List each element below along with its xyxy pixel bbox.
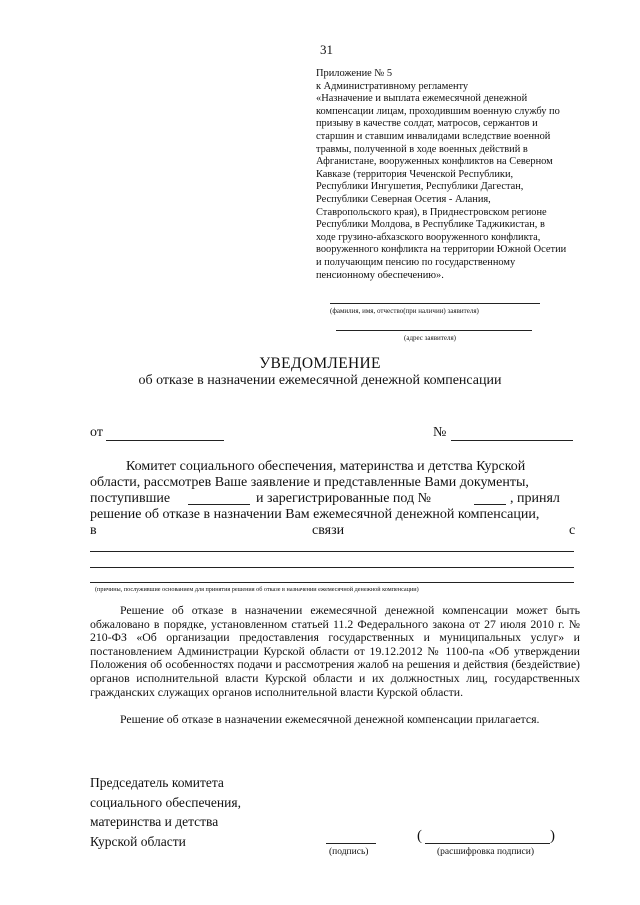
registration-number-line xyxy=(474,504,506,505)
signatory-line: Курской области xyxy=(90,833,186,849)
reason-line-2 xyxy=(90,567,574,568)
attached-paragraph: Решение об отказе в назначении ежемесячной денежной компенсации прилагается. xyxy=(120,712,540,726)
page-number: 31 xyxy=(320,42,333,57)
number-field-line xyxy=(451,440,573,441)
appendix-line: «Назначение и выплата ежемесячной денежной xyxy=(316,93,528,105)
applicant-name-caption: (фамилия, имя, отчество(при наличии) заявителя) xyxy=(330,307,479,315)
body-line-5-connection: связи xyxy=(312,523,345,538)
appendix-line: ходе грузино-абхазского вооруженного конфликта, xyxy=(316,231,541,243)
appendix-line: и получающим пенсию по государственному xyxy=(316,256,516,268)
from-label: от xyxy=(90,425,103,440)
appendix-line: компенсации лицам, проходившим военную службу по xyxy=(316,105,560,117)
number-label: № xyxy=(433,425,447,440)
document-subtitle: об отказе в назначении ежемесячной денежной компенсации xyxy=(138,373,502,388)
body-line-3-registered: и зарегистрированные под № xyxy=(256,491,431,506)
open-paren: ( xyxy=(417,828,422,844)
appendix-line: вооруженного конфликта на территории Южной Осетии xyxy=(316,244,567,256)
applicant-address-line xyxy=(336,330,532,331)
body-line-2: области, рассмотрев Ваше заявление и представленные Вами документы, xyxy=(90,475,529,490)
signatory-line: материнства и детства xyxy=(90,814,219,829)
body-line-1: Комитет социального обеспечения, материнства и детства Курской xyxy=(126,459,526,474)
appendix-line: Республики Ингушетия, Республики Дагестан, xyxy=(316,181,524,193)
signature-caption: (подпись) xyxy=(329,847,369,857)
body-line-3-decided: , принял xyxy=(510,491,560,506)
signatory-line: Председатель комитета xyxy=(90,775,224,790)
close-paren: ) xyxy=(550,828,555,844)
appendix-line: Республики Молдова, в Республике Таджикистан, в xyxy=(316,219,545,231)
appendix-line: призыву в качестве солдат, матросов, сержантов и xyxy=(316,118,538,130)
date-field-line xyxy=(106,440,224,441)
document-title: УВЕДОМЛЕНИЕ xyxy=(259,355,381,372)
reason-line-1 xyxy=(90,551,574,552)
signature-line xyxy=(326,843,376,844)
body-line-3 xyxy=(90,491,580,507)
body-line-5 xyxy=(90,523,580,539)
signatory-block xyxy=(90,773,241,851)
body-line-4: решение об отказе в назначении Вам ежемесячной денежной компенсации, xyxy=(90,507,540,522)
applicant-name-line xyxy=(330,303,540,304)
reasons-caption: (причины, послужившие основанием для принятия решения об отказе в назначении ежемесячной денежной компенсации) xyxy=(95,586,419,593)
signatory-line: социального обеспечения, xyxy=(90,794,241,810)
appendix-block xyxy=(316,68,606,282)
appendix-line: старшин и ставшим инвалидами вследствие военной xyxy=(316,130,551,142)
appendix-line: к Административному регламенту xyxy=(316,80,469,92)
body-line-3-received: поступившие xyxy=(90,491,171,506)
appendix-line: Ставропольского края), в Приднестровском регионе xyxy=(316,206,547,218)
appendix-line: травмы, полученной в ходе военных действий в xyxy=(316,143,528,155)
appendix-line: Кавказе (территория Чеченской Республики, xyxy=(316,168,514,180)
appendix-line: Приложение № 5 xyxy=(316,68,393,79)
body-line-5-with: с xyxy=(569,523,576,538)
decode-caption: (расшифровка подписи) xyxy=(437,847,534,857)
received-date-line xyxy=(188,504,250,505)
appendix-line: пенсионному обеспечению». xyxy=(316,269,444,281)
body-line-5-in: в xyxy=(90,523,97,538)
appeal-paragraph: Решение об отказе в назначении ежемесячной денежной компенсации может быть обжаловано в порядке, установленном статьей 11.2 Федерального закона от 27 июля 2010 г. № 210-ФЗ «Об организации предоставления государственных и муниципальных услуг» и постановлением Администрации Курской области от 19.12.2012 № 1100-па «Об утверждении Положения об особенностях подачи и рассмотрения жалоб на решения и действия (бездействие) органов исполнительной власти Курской области и их должностных лиц, государственных гражданских служащих органов исполнительной власти Курской области. xyxy=(90,603,580,699)
signature-decode-line xyxy=(425,843,550,844)
appendix-line: Республики Северная Осетия - Алания, xyxy=(316,193,491,205)
reason-line-3 xyxy=(90,582,574,583)
applicant-address-caption: (адрес заявителя) xyxy=(404,334,456,342)
appendix-line: Афганистане, вооруженных конфликтов на Северном xyxy=(316,156,553,168)
